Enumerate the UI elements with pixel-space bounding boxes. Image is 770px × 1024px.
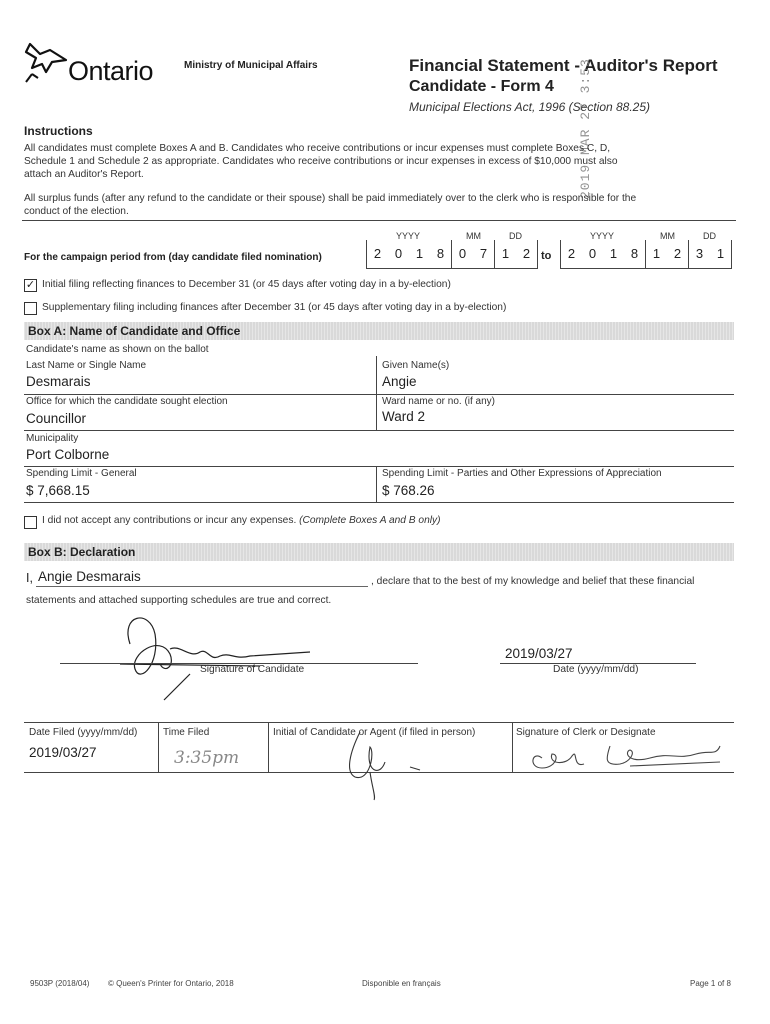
given-names-label: Given Name(s) xyxy=(382,360,450,371)
form-number: 9503P (2018/04) xyxy=(30,979,90,988)
from-yyyy-label: YYYY xyxy=(396,231,421,241)
instructions-line: attach an Auditor's Report. xyxy=(24,169,144,180)
declaration-text-2: statements and attached supporting schedules are true and correct. xyxy=(26,595,332,606)
initial-filing-label: Initial filing reflecting finances to December 31 (or 45 days after voting day in a by-election) xyxy=(42,279,451,290)
date-digit: 2 xyxy=(522,246,531,261)
municipality-value[interactable]: Port Colborne xyxy=(26,447,110,462)
spending-limit-general-label: Spending Limit - General xyxy=(26,468,137,479)
ward-label: Ward name or no. (if any) xyxy=(382,396,496,407)
spending-limit-parties-value[interactable]: $ 768.26 xyxy=(382,483,435,498)
date-label: Date (yyyy/mm/dd) xyxy=(553,664,639,675)
form-subtitle: Candidate - Form 4 xyxy=(409,78,554,95)
divider xyxy=(22,220,736,221)
initial-agent-label: Initial of Candidate or Agent (if filed in person) xyxy=(273,727,476,738)
date-digit: 1 xyxy=(415,246,424,261)
to-mm-label: MM xyxy=(660,231,675,241)
date-digit: 2 xyxy=(673,246,682,261)
from-dd-label: DD xyxy=(509,231,522,241)
ward-value[interactable]: Ward 2 xyxy=(382,409,426,424)
date-digit: 1 xyxy=(716,246,725,261)
instructions-line: All surplus funds (after any refund to the candidate or their spouse) shall be paid immediately over to the clerk who is responsible for the xyxy=(24,193,637,204)
act-reference: Municipal Elections Act, 1996 (Section 88.25) xyxy=(409,100,651,114)
date-digit: 2 xyxy=(567,246,576,261)
to-date-field[interactable] xyxy=(560,240,732,269)
instructions-line: conduct of the election. xyxy=(24,206,129,217)
page-number: Page 1 of 8 xyxy=(690,979,731,988)
form-title: Financial Statement - Auditor's Report xyxy=(409,56,718,75)
logo-text: Ontario xyxy=(68,56,154,86)
from-mm-label: MM xyxy=(466,231,481,241)
instructions-line: All candidates must complete Boxes A and B. Candidates who receive contributions or incur expenses must complete Boxes C, D, xyxy=(24,143,611,154)
office-label: Office for which the candidate sought election xyxy=(26,396,228,407)
instructions-heading: Instructions xyxy=(24,124,93,138)
period-label: For the campaign period from (day candidate filed nomination) xyxy=(24,252,322,263)
last-name-value[interactable]: Desmarais xyxy=(26,374,91,389)
office-value[interactable]: Councillor xyxy=(26,411,87,426)
date-digit: 3 xyxy=(688,240,710,268)
date-digit: 0 xyxy=(451,240,473,268)
declaration-i: I, xyxy=(26,571,33,585)
date-digit: 8 xyxy=(436,246,445,261)
supplementary-filing-label: Supplementary filing including finances after December 31 (or 45 days after voting day in a by-election) xyxy=(42,302,507,313)
copyright: © Queen's Printer for Ontario, 2018 xyxy=(108,979,234,988)
date-digit: 1 xyxy=(609,246,618,261)
no-contributions-note: (Complete Boxes A and B only) xyxy=(299,515,441,526)
received-stamp: 2019 MAR 27 3:53 xyxy=(578,58,593,199)
date-digit: 2 xyxy=(373,246,382,261)
date-filed-label: Date Filed (yyyy/mm/dd) xyxy=(29,727,138,738)
date-digit: 7 xyxy=(479,246,488,261)
municipality-label: Municipality xyxy=(26,433,79,444)
time-filed-value[interactable]: 3:35pm xyxy=(174,748,240,768)
to-dd-label: DD xyxy=(703,231,716,241)
date-digit: 0 xyxy=(394,246,403,261)
ontario-trillium-logo-icon xyxy=(22,38,72,86)
clerk-signature-label: Signature of Clerk or Designate xyxy=(516,727,656,738)
initial-filing-checkbox[interactable]: ✓ xyxy=(25,279,36,291)
date-filed-value[interactable]: 2019/03/27 xyxy=(29,745,97,760)
ballot-name-label: Candidate's name as shown on the ballot xyxy=(26,344,209,355)
spending-limit-general-value[interactable]: $ 7,668.15 xyxy=(26,483,90,498)
date-digit: 0 xyxy=(588,246,597,261)
box-b-heading: Box B: Declaration xyxy=(24,543,734,561)
candidate-signature[interactable] xyxy=(60,604,340,704)
clerk-signature[interactable] xyxy=(520,738,730,774)
agent-initial-signature[interactable] xyxy=(330,722,430,802)
last-name-label: Last Name or Single Name xyxy=(26,360,147,371)
declarant-name[interactable]: Angie Desmarais xyxy=(38,569,141,584)
date-digit: 1 xyxy=(494,240,516,268)
declaration-date[interactable]: 2019/03/27 xyxy=(505,646,573,661)
date-digit: 8 xyxy=(630,246,639,261)
supplementary-filing-checkbox[interactable] xyxy=(24,302,37,315)
no-contributions-text: I did not accept any contributions or incur any expenses. xyxy=(42,515,297,526)
box-a-heading: Box A: Name of Candidate and Office xyxy=(24,322,734,340)
ministry-name: Ministry of Municipal Affairs xyxy=(184,60,318,71)
given-names-value[interactable]: Angie xyxy=(382,374,417,389)
declaration-text: , declare that to the best of my knowledge and belief that these financial xyxy=(371,576,695,587)
signature-label: Signature of Candidate xyxy=(200,664,305,675)
from-date-field[interactable] xyxy=(366,240,538,269)
no-contributions-checkbox[interactable] xyxy=(24,516,37,529)
no-contributions-label xyxy=(42,515,441,526)
french-availability: Disponible en français xyxy=(362,979,441,988)
time-filed-label: Time Filed xyxy=(163,727,210,738)
instructions-line: Schedule 1 and Schedule 2 as appropriate. Candidates who receive contributions or incur expenses in excess of $10,000 must also xyxy=(24,156,618,167)
to-yyyy-label: YYYY xyxy=(590,231,615,241)
date-digit: 1 xyxy=(645,240,667,268)
spending-limit-parties-label: Spending Limit - Parties and Other Expressions of Appreciation xyxy=(382,468,662,479)
to-label: to xyxy=(541,250,552,262)
